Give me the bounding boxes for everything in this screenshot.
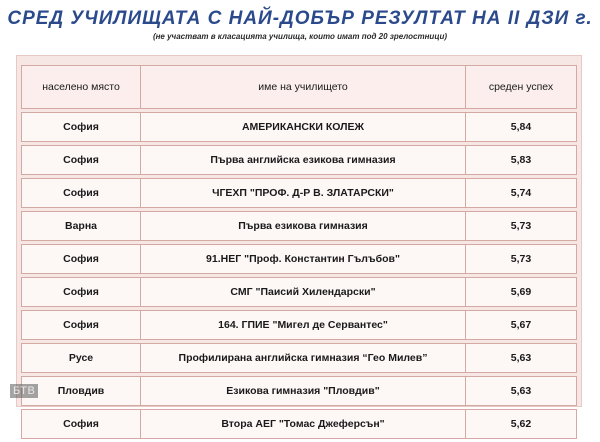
- table-row: [21, 277, 577, 307]
- cell-score: 5,73: [465, 244, 577, 274]
- cell-school: Първа езикова гимназия: [140, 211, 465, 241]
- cell-school: 91.НЕГ "Проф. Константин Гълъбов": [140, 244, 465, 274]
- cell-school: Езикова гимназия "Пловдив": [140, 376, 465, 406]
- cell-school: 164. ГПИЕ "Мигел де Сервантес": [140, 310, 465, 340]
- cell-town: София: [21, 277, 140, 307]
- cell-school: ЧГЕХП "ПРОФ. Д-Р В. ЗЛАТАРСКИ": [140, 178, 465, 208]
- cell-score: 5,67: [465, 310, 577, 340]
- cell-town: Русе: [21, 343, 140, 373]
- cell-town: София: [21, 310, 140, 340]
- cell-score: 5,69: [465, 277, 577, 307]
- cell-school: Втора АЕГ "Томас Джеферсън": [140, 409, 465, 439]
- cell-score: 5,73: [465, 211, 577, 241]
- page-subtitle: (не участват в класацията училища, които имат под 20 зрелостници): [152, 32, 448, 41]
- table-row: [21, 112, 577, 142]
- cell-score: 5,63: [465, 343, 577, 373]
- table-header-row: [21, 65, 577, 109]
- cell-school: СМГ "Паисий Хилендарски": [140, 277, 465, 307]
- table-row: [21, 343, 577, 373]
- table-row: [21, 145, 577, 175]
- cell-score: 5,74: [465, 178, 577, 208]
- table-row: [21, 310, 577, 340]
- cell-town: София: [21, 409, 140, 439]
- cell-score: 5,84: [465, 112, 577, 142]
- cell-school: Първа английска езикова гимназия: [140, 145, 465, 175]
- cell-town: Варна: [21, 211, 140, 241]
- table-row: [21, 409, 577, 439]
- cell-score: 5,63: [465, 376, 577, 406]
- cell-town: София: [21, 178, 140, 208]
- cell-town: София: [21, 145, 140, 175]
- results-table: [21, 62, 577, 442]
- table-row: [21, 178, 577, 208]
- channel-watermark: БТВ: [10, 384, 38, 398]
- table-row: [21, 211, 577, 241]
- cell-score: 5,62: [465, 409, 577, 439]
- cell-town: София: [21, 112, 140, 142]
- table-row: [21, 376, 577, 406]
- page-title: СРЕД УЧИЛИЩАТА С НАЙ-ДОБЪР РЕЗУЛТАТ НА II ДЗИ г.: [7, 8, 593, 29]
- column-header-school: име на училището: [140, 65, 465, 109]
- column-header-town: населено място: [21, 65, 140, 109]
- cell-school: АМЕРИКАНСКИ КОЛЕЖ: [140, 112, 465, 142]
- cell-town: Пловдив: [21, 376, 140, 406]
- cell-score: 5,83: [465, 145, 577, 175]
- column-header-score: среден успех: [465, 65, 577, 109]
- cell-town: София: [21, 244, 140, 274]
- cell-school: Профилирана английска гимназия “Гео Милев”: [140, 343, 465, 373]
- results-table-frame: [16, 55, 582, 430]
- table-row: [21, 244, 577, 274]
